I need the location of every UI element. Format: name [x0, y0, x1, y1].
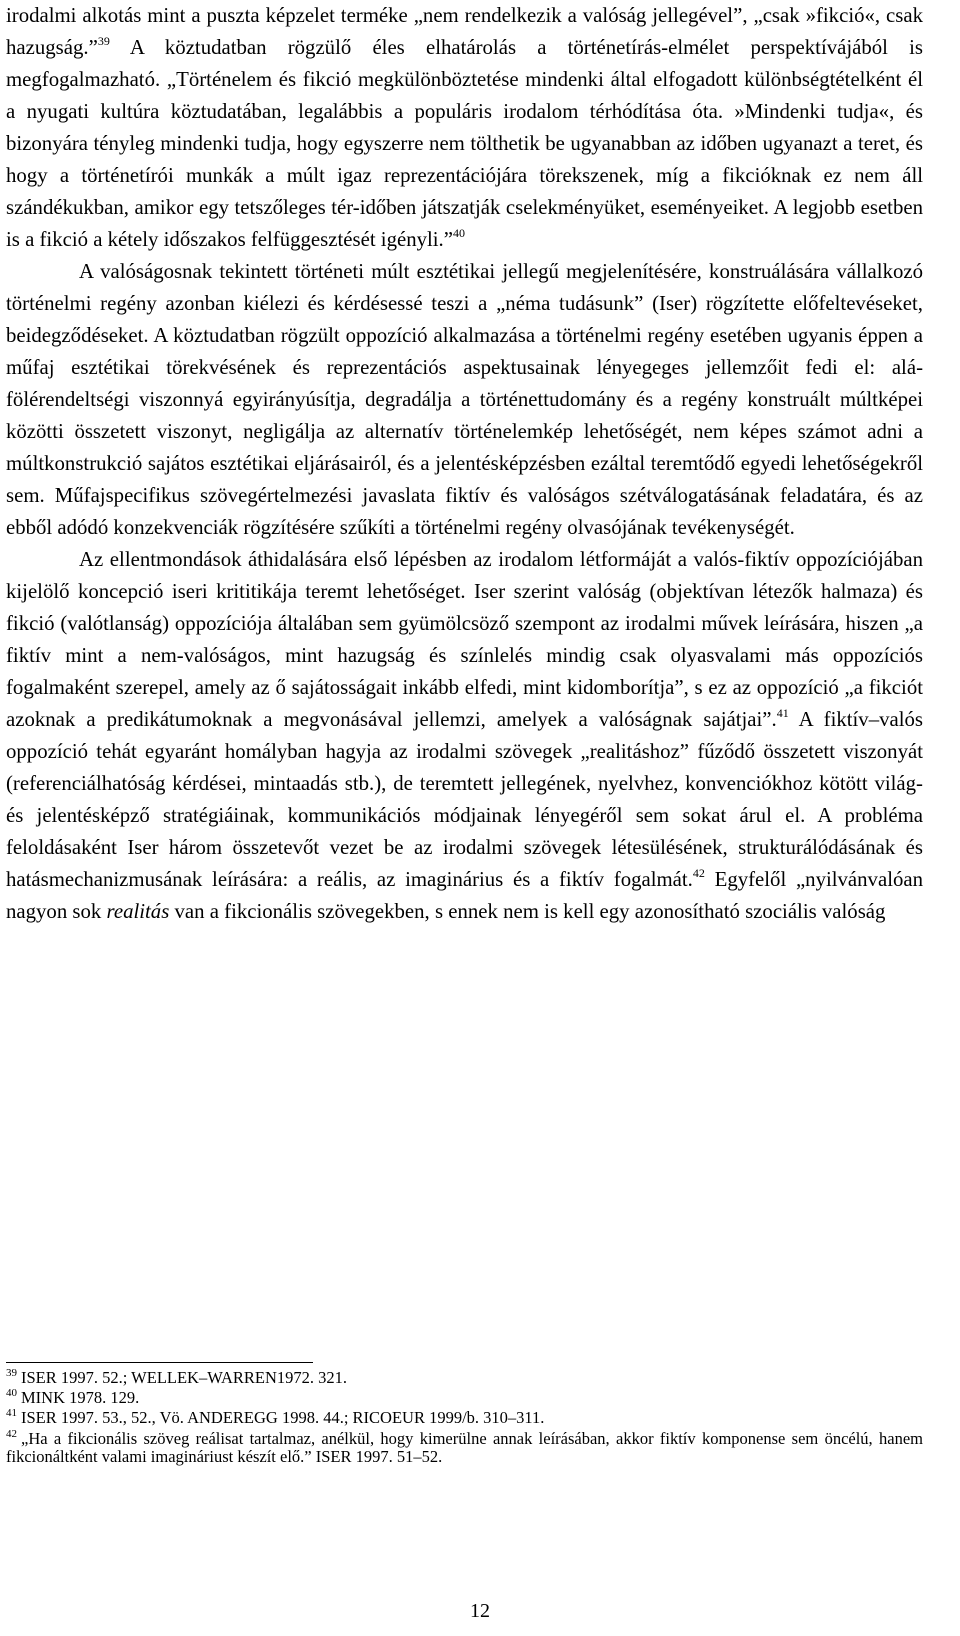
footnote-text: ISER 1997. 52.; WELLEK–WARREN1972. 321. [21, 1368, 348, 1387]
footnote-ref-39: 39 [97, 34, 110, 48]
footnote-42 [6, 1427, 923, 1466]
text-run: A valóságosnak tekintett történeti múlt esztétikai jellegű megjelenítésére, konstruálására vállalkozó történelmi regény azonban kiélezi és kérdésessé teszi a „néma tudásunk” (Iser) rögzítette előfeltevéseket, beidegződéseket. A köztudatban rögzült oppozíció alkalmazása a történelmi regény esetében ugyanis éppen a műfaj esztétikai törekvésének és reprezentációs aspektusainak lényegeges jellemzőit fedi el: alá-fölérendeltségi viszonnyá egyirányúsítja, degradálja a történettudomány és a regény konstruált múltképei közötti összetett viszonyt, negligálja az alternatív történelemkép lehetőségét, nem képes számot adni a múltkonstrukció sajátos esztétikai eljárásairól, és a jelentésképzésben ezáltal teremtődő egyedi lehetőségekről sem. Műfajspecifikus szövegértelmezési javaslata fiktív és valóságos szétválogatásának feladatára, és az ebből adódó konzekvenciák rögzítésére szűkíti a történelmi regény olvasójának tevékenységét. [6, 260, 923, 539]
text-run: A fiktív–valós oppozíció tehát egyaránt homályban hagyja az irodalmi szövegek „realitáshoz” fűződő összetett viszonyát (referenciálhatóság kérdései, mintaadás stb.), de teremtett jellegének, nyelvhez, konvenciókhoz kötött világ- és jelentésképző stratégiáinak, kommunikációs módjainak lényegéről sem sokat árul el. A probléma feloldásaként Iser három összetevőt vezet be az irodalmi szövegek létesülésének, strukturálódásának és hatásmechanizmusának leírására: a reális, az imaginárius és a fiktív fogalmát. [6, 708, 923, 891]
text-run: A köztudatban rögzülő éles elhatárolás a történetírás-elmélet perspektívájából is megfogalmazható. „Történelem és fikció megkülönböztetése mindenki által elfogadott különbségtételként él a nyugati kultúra köztudatában, legalábbis a populáris irodalom térhódítása óta. »Mindenki tudja«, és bizonyára tényleg mindenki tudja, hogy egyszerre nem tölthetik be ugyanabban az időben ugyanazt a teret, és hogy a történetírói munkák a múlt igaz reprezentációjára törekszenek, míg a fikcióknak ez nem áll szándékukban, amikor egy tetszőleges tér-időben játszatják cselekményüket, eseményeiket. A legjobb esetben is a fikció a kétely időszakos felfüggesztését igényli.” [6, 36, 923, 251]
footnote-ref-41: 41 [776, 706, 789, 720]
text-run: Az ellentmondások áthidalására első lépésben az irodalom létformáját a valós-fiktív oppozíciójában kijelölő koncepció iseri krititikája teremt lehetőséget. Iser szerint valóság (objektívan létezők halmaza) és fikció (valótlanság) oppozíciója általában sem gyümölcsöző szempont az irodalmi művek leírására, hiszen „a fiktív mint a nem-valóságos, mint hazugság és színlelés mindig csak olyasvalami más oppozíciós fogalmaként szerepel, amely az ő sajátosságait inkább elfedi, mint kidomborítja”, s ez az oppozíció „a fikciót azoknak a predikátumoknak a megvonásával jellemzi, amelyek a valóságnak sajátjai”. [6, 548, 923, 731]
emphasis: realitás [106, 900, 170, 923]
footnote-number: 42 [6, 1427, 17, 1440]
footnote-39 [6, 1369, 923, 1387]
footnote-text: „Ha a fikcionális szöveg reálisat tartalmaz, anélkül, hogy kimerülne annak leírásában, akkor fiktív komponense sem öncélú, hanem fikcionáltként valami imagináriust készít elő.” ISER 1997. 51–52. [6, 1428, 923, 1466]
footnote-41 [6, 1409, 923, 1427]
footnote-40 [6, 1389, 923, 1407]
page-content [6, 0, 923, 928]
footnote-number: 41 [6, 1407, 17, 1420]
footnote-ref-40: 40 [452, 226, 465, 240]
footnote-separator [6, 1362, 313, 1363]
paragraph-2 [6, 256, 923, 544]
paragraph-3 [6, 544, 923, 928]
footnote-number: 40 [6, 1387, 17, 1400]
text-run: Egyfelől „nyilvánvalóan nagyon sok [6, 868, 923, 923]
page-number: 12 [470, 1600, 490, 1622]
footnote-ref-42: 42 [692, 866, 705, 880]
footnotes [6, 1369, 923, 1468]
paragraph-1 [6, 0, 923, 256]
text-run: van a fikcionális szövegekben, s ennek nem is kell egy azonosítható szociális valóság [169, 900, 886, 923]
footnote-text: MINK 1978. 129. [21, 1388, 140, 1408]
main-text [6, 0, 923, 928]
footnote-number: 39 [6, 1367, 17, 1379]
text-run: irodalmi alkotás mint a puszta képzelet terméke „nem rendelkezik a valóság jellegével”, „csak »fikció«, csak hazugság.” [6, 4, 923, 59]
footnote-text: ISER 1997. 53., 52., Vö. ANDEREGG 1998. 44.; RICOEUR 1999/b. 310–311. [21, 1408, 545, 1428]
